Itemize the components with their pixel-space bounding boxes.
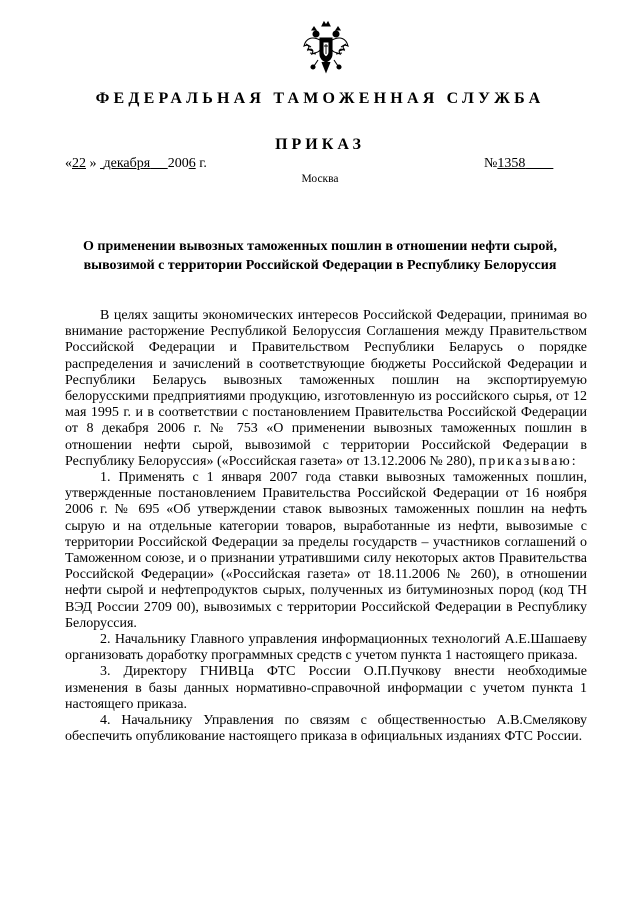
order-date: [65, 156, 207, 172]
order-item-3: 3. Директору ГНИВЦа ФТС России О.П.Пучкову внести необходимые изменения в базы данных нормативно-справочной информации с учетом пункта 1 настоящего приказа.: [65, 664, 587, 712]
order-word: приказываю:: [478, 453, 578, 469]
date-month: [100, 156, 168, 171]
date-year-unit: г.: [199, 156, 207, 171]
document-type-title: ПРИКАЗ: [275, 136, 365, 153]
order-item-1: 1. Применять с 1 января 2007 года ставки вывозных таможенных пошлин, утвержденные постановлением Правительства Российской Федерации от 16 ноября 2006 г. № 695 «Об утверждении ставок вывозных таможенных пошлин на нефть сырую и на отдельные категории товаров, выработанные из нефти, вывозимые с территории Российской Федерации за пределы государств – участников соглашений о Таможенном союзе, и о признании утратившими силу некоторых актов Правительства Российской Федерации» («Российская газета» от 18.11.2006 № 260), в отношении нефти сырой и нефтепродуктов сырых, полученных из битуминозных пород (код ТН ВЭД России 2709 00), вывозимых с территории Российской Федерации в Республику Белоруссия.: [65, 470, 587, 631]
agency-name: ФЕДЕРАЛЬНАЯ ТАМОЖЕННАЯ СЛУЖБА: [95, 90, 545, 107]
date-open-quote: «: [65, 156, 72, 171]
coat-of-arms-emblem: [302, 20, 350, 76]
preamble-paragraph: [65, 308, 587, 470]
date-day: 22: [72, 156, 86, 171]
order-item-2: 2. Начальнику Главного управления информационных технологий А.Е.Шашаеву организовать доработку программных средств с учетом пункта 1 настоящего приказа.: [65, 632, 587, 664]
order-heading: О применении вывозных таможенных пошлин в отношении нефти сырой, вывозимой с территории Российской Федерации в Республику Белоруссия: [83, 239, 557, 273]
date-year-prefix: 200: [167, 156, 189, 171]
date-year-suffix: 6: [188, 156, 196, 171]
date-close-quote: »: [89, 156, 97, 171]
order-number: [484, 156, 553, 172]
city: Москва: [301, 173, 339, 185]
number-value: [497, 156, 553, 171]
number-sign: №: [484, 156, 498, 171]
number-value-text: 1358: [497, 156, 526, 171]
preamble-text: В целях защиты экономических интересов Российской Федерации, принимая во внимание расторжение Республикой Белоруссия Соглашения между Правительством Российской Федерации и Правительством Республики Беларусь о порядке распределения и зачислений в соответствующие бюджеты Российской Федерации и Республики Беларусь вывозных таможенных пошлин на экспортируемую белорусскими предприятиями продукцию, изготовленную из российского сырья, от 12 мая 1995 г. и в соответствии с постановлением Правительства Российской Федерации от 8 декабря 2006 г. № 753 «О применении вывозных таможенных пошлин в отношении нефти сырой, вывозимой с территории Российской Федерации в Республику Белоруссия» («Российская газета» от 13.12.2006 № 280),: [65, 308, 587, 469]
order-body: [65, 308, 587, 745]
order-item-4: 4. Начальнику Управления по связям с общественностью А.В.Смелякову обеспечить опубликование настоящего приказа в официальных изданиях ФТС России.: [65, 713, 587, 745]
date-month-text: декабря: [103, 156, 151, 171]
